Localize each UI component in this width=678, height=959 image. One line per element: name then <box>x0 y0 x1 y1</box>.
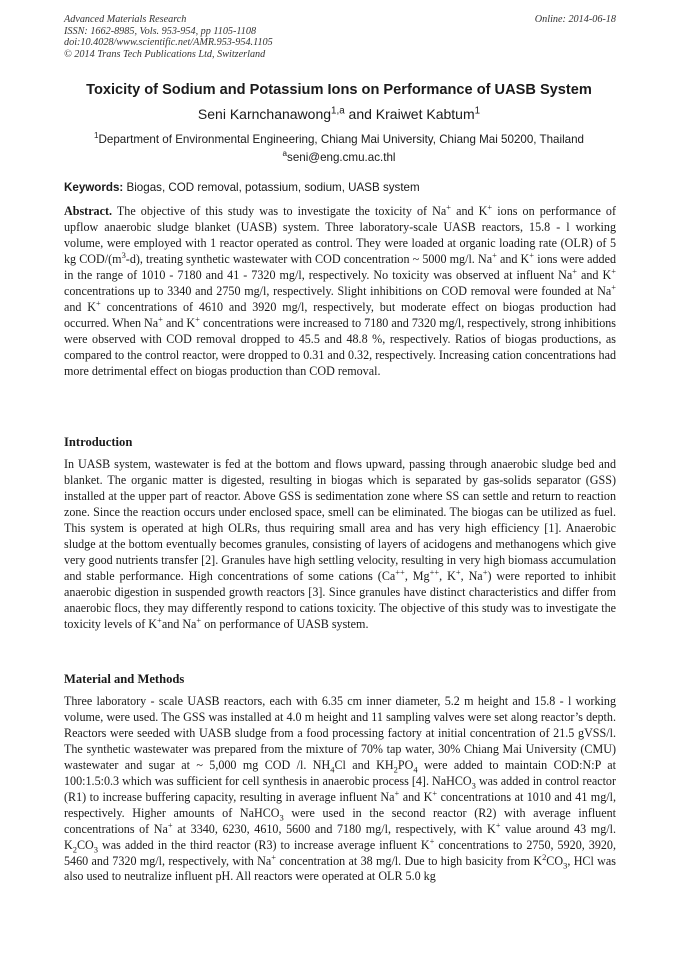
journal-copyright: © 2014 Trans Tech Publications Ltd, Switzerland <box>64 48 266 60</box>
text-run: and K <box>64 299 97 314</box>
author-and: and <box>344 106 376 122</box>
superscript: + <box>429 835 435 846</box>
superscript: + <box>157 614 162 625</box>
superscript: + <box>455 566 461 577</box>
author-2: Kraiwet Kabtum <box>375 106 475 122</box>
online-date: Online: 2014-06-18 <box>534 14 616 25</box>
text-run: and K <box>162 315 196 330</box>
text-run: was added in the third reactor (R3) to increase average influent K <box>98 837 430 852</box>
superscript: + <box>611 265 616 276</box>
text-run: and Na <box>161 616 197 631</box>
subscript: 3 <box>279 812 284 823</box>
text-run: concentrations to 2750, 5920, 3920, 5460 and 7320 mg/l, respectively, with Na <box>64 837 616 868</box>
superscript: + <box>529 249 535 260</box>
keywords-text: Biogas, COD removal, potassium, sodium, UASB system <box>123 181 420 194</box>
subscript: 3 <box>93 843 99 854</box>
text-run: were added to maintain COD:N:P at 100:1.5:0.3 which was sufficient for cell synthesis in anaerobic process [4]. NaHCO <box>64 757 616 788</box>
text-run: concentrations of 4610 and 3920 mg/l, respectively, but moderate effect on biogas production had occurred. When Na <box>64 299 617 330</box>
superscript: + <box>487 201 493 212</box>
text-run: concentration at 38 mg/l. Due to high basicity from K <box>276 853 543 868</box>
superscript: + <box>167 819 173 830</box>
superscript: + <box>96 297 101 308</box>
email-text: seni@eng.cmu.ac.thl <box>287 151 396 164</box>
methods-paragraph <box>64 694 616 885</box>
text-run: was added in control reactor (R1) to increase buffering capacity, resulting in average influent Na <box>64 773 617 804</box>
text-run: CO <box>546 853 564 868</box>
introduction-heading: Introduction <box>64 435 133 449</box>
superscript: ++ <box>429 566 440 577</box>
journal-doi: doi:10.4028/www.scientific.net/AMR.953-954.1105 <box>64 37 273 49</box>
author-1-affil: 1,a <box>331 105 345 117</box>
affiliation-text: Department of Environmental Engineering, Chiang Mai University, Chiang Mai 50200, Thailand <box>98 133 584 146</box>
subscript: 3 <box>563 859 568 870</box>
text-run: ions were added in the range of 1010 - 7180 and 41 - 7320 mg/l, respectively. No toxicity was observed at influent Na <box>64 251 616 282</box>
journal-issn: ISSN: 1662-8985, Vols. 953-954, pp 1105-1108 <box>64 25 257 37</box>
text-run: , K <box>439 568 456 583</box>
text-run: and K <box>496 251 530 266</box>
paper-title: Toxicity of Sodium and Potassium Ions on Performance of UASB System <box>86 82 592 98</box>
subscript: 2 <box>393 764 398 775</box>
text-run: concentrations at 1010 and 41 mg/l, respectively. Higher amounts of NaHCO <box>64 789 617 820</box>
abstract-text <box>64 201 617 378</box>
introduction-paragraph <box>64 457 616 632</box>
abstract-paragraph <box>64 201 617 379</box>
text-run: concentrations up to 3340 and 2750 mg/l, respectively. Slight inhibitions on COD removal were founded at Na <box>64 283 612 298</box>
subscript: 2 <box>72 843 77 854</box>
text-run: were used in the second reactor (R2) with average influent concentrations of Na <box>64 805 616 836</box>
subscript: 4 <box>330 764 335 775</box>
text-run: In UASB system, wastewater is fed at the bottom and flows upward, passing through anaerobic sludge bed and blanket. The organic matter is digested, resulting in biogas which is separated by gas-solids separator (GSS) installed at the upper part of reactor. Above GSS is sedimentation zone where SS can settle and return to reaction zone. Since the reaction occurs under enclosed space, smell can be eliminated. The biogas can be utilized as fuel. This system is operated at high OLRs, thus requiring small area and has very high efficiency [1]. Anaerobic sludge at the bottom eventually becomes granules, consisting of layers of acidogens and methanogens which give very good nutrients transfer [2]. Granules have high settling velocity, resulting in very high biomass accumulation and stable performance. High concentrations of some cations (Ca <box>64 457 616 583</box>
superscript: + <box>611 281 616 292</box>
superscript: ++ <box>395 566 405 577</box>
text-run: , HCl was also used to neutralize influent pH. All reactors were operated at OLR 5.0 kg <box>64 853 616 884</box>
text-run: PO <box>397 757 414 772</box>
author-2-affil: 1 <box>474 105 481 117</box>
superscript: + <box>196 614 202 625</box>
text-run: The objective of this study was to investigate the toxicity of Na <box>112 204 447 218</box>
text-run: at 3340, 6230, 4610, 5600 and 7180 mg/l, respectively, with K <box>172 821 496 836</box>
text-run: value around 43 mg/l. K <box>64 821 616 852</box>
author-line <box>40 106 638 122</box>
keywords <box>64 181 616 194</box>
text-run: and K <box>576 267 612 282</box>
email-mark: a <box>282 149 288 159</box>
superscript: + <box>572 265 577 276</box>
superscript: + <box>158 313 163 324</box>
introduction-text <box>64 457 616 631</box>
text-run: ions on performance of upflow anaerobic sludge blanket (UASB) system. Three laboratory-scale UASB reactors, 15.8 - l working volume, were employed with 1 reactor operated as control. They were loaded at organic loading rate (OLR) of 5 kg COD/(m <box>64 204 616 266</box>
text-run: and K <box>451 204 488 218</box>
text-run: and K <box>399 789 433 804</box>
journal-name: Advanced Materials Research <box>64 14 187 25</box>
affiliation-mark: 1 <box>94 131 99 141</box>
superscript: 3 <box>121 249 126 260</box>
text-run: concentrations were increased to 7180 and 7320 mg/l, respectively, strong inhibitions were observed with COD removal dropped to 45.5 and 48.8 %, respectively. Ratios of biogas productions, as compared to the control reactor, were dropped to 0.31 and 0.32, respectively. Increasing cation concentrations had more detrimental effect on biogas production than COD removal. <box>64 315 616 378</box>
superscript: + <box>446 201 452 212</box>
subscript: 3 <box>471 780 476 791</box>
text-run: CO <box>76 837 94 852</box>
text-run: Cl and KH <box>334 757 394 772</box>
methods-heading: Material and Methods <box>64 672 185 686</box>
superscript: + <box>271 851 277 862</box>
superscript: + <box>492 249 497 260</box>
text-run: Three laboratory - scale UASB reactors, each with 6.35 cm inner diameter, 5.2 m height and 15.8 - l working volume, were used. The GSS was installed at 4.0 m height and 11 sampling valves were set along reactor’s depth. Reactors were seeded with UASB sludge from a food processing factory at initial concentration of 21.5 gVSS/l. The synthetic wastewater was prepared from the mixture of 70% tap water, 30% Chiang Mai University (CMU) wastewater and sugar at ~ 5,000 mg COD /l. NH <box>64 694 616 772</box>
subscript: 4 <box>413 764 418 775</box>
text-run: ) were reported to inhibit anaerobic digestion in suspended growth reactors [3]. Since granules have distinct characteristics and differ from anaerobic flocs, they may differently respond to cations toxicity. The objective of this study was to investigate the toxicity levels of K <box>64 568 616 631</box>
superscript: + <box>482 566 488 577</box>
superscript: + <box>432 787 438 798</box>
methods-text <box>64 694 616 883</box>
superscript: + <box>394 787 400 798</box>
author-email <box>40 151 638 164</box>
journal-header <box>64 14 616 60</box>
text-run: , Na <box>460 568 483 583</box>
text-run: , Mg <box>404 568 430 583</box>
superscript: 2 <box>542 851 547 862</box>
keywords-label: Keywords: <box>64 181 124 194</box>
abstract-label: Abstract. <box>64 204 113 218</box>
text-run: on performance of UASB system. <box>201 616 369 631</box>
superscript: + <box>195 313 200 324</box>
author-1: Seni Karnchanawong <box>197 106 332 122</box>
text-run: -d), treating synthetic wastewater with COD concentration ~ 5000 mg/l. Na <box>125 251 493 266</box>
affiliation <box>40 133 638 146</box>
superscript: + <box>495 819 501 830</box>
